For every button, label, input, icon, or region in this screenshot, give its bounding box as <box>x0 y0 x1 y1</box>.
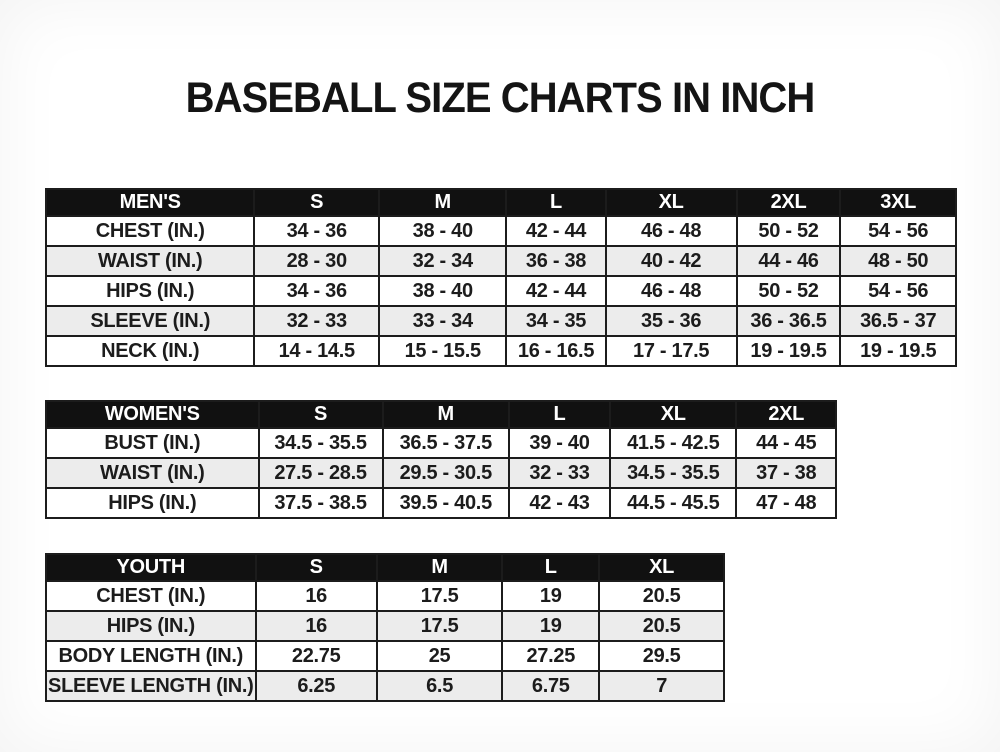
value-cell: 6.5 <box>377 671 502 701</box>
youth-size-header-cell: M <box>377 554 502 581</box>
value-cell: 38 - 40 <box>379 216 506 246</box>
value-cell: 50 - 52 <box>737 216 841 246</box>
row-label-cell: WAIST (IN.) <box>46 458 259 488</box>
value-cell: 34 - 36 <box>254 216 379 246</box>
value-cell: 46 - 48 <box>606 216 737 246</box>
value-cell: 16 <box>256 611 377 641</box>
mens-size-header-cell: 3XL <box>840 189 956 216</box>
womens-size-header-cell: M <box>383 401 509 428</box>
table-row <box>46 641 724 671</box>
womens-size-header-cell: XL <box>610 401 736 428</box>
row-label-cell: CHEST (IN.) <box>46 581 256 611</box>
row-label-cell: HIPS (IN.) <box>46 488 259 518</box>
value-cell: 20.5 <box>599 581 724 611</box>
womens-size-header-cell: L <box>509 401 610 428</box>
value-cell: 36 - 38 <box>506 246 605 276</box>
youth-size-header-cell: XL <box>599 554 724 581</box>
value-cell: 34 - 36 <box>254 276 379 306</box>
value-cell: 27.5 - 28.5 <box>259 458 383 488</box>
value-cell: 22.75 <box>256 641 377 671</box>
womens-header-row <box>46 401 836 428</box>
table-row <box>46 336 956 366</box>
value-cell: 47 - 48 <box>736 488 836 518</box>
page-title: BASEBALL SIZE CHARTS IN INCH <box>185 74 815 122</box>
value-cell: 17 - 17.5 <box>606 336 737 366</box>
value-cell: 27.25 <box>502 641 599 671</box>
value-cell: 50 - 52 <box>737 276 841 306</box>
value-cell: 19 - 19.5 <box>737 336 841 366</box>
value-cell: 16 - 16.5 <box>506 336 605 366</box>
mens-size-table <box>45 188 957 367</box>
value-cell: 20.5 <box>599 611 724 641</box>
youth-size-header-cell: L <box>502 554 599 581</box>
value-cell: 46 - 48 <box>606 276 737 306</box>
row-label-cell: SLEEVE (IN.) <box>46 306 254 336</box>
value-cell: 39.5 - 40.5 <box>383 488 509 518</box>
table-row <box>46 611 724 641</box>
row-label-cell: WAIST (IN.) <box>46 246 254 276</box>
row-label-cell: SLEEVE LENGTH (IN.) <box>46 671 256 701</box>
mens-header-row <box>46 189 956 216</box>
value-cell: 32 - 34 <box>379 246 506 276</box>
youth-size-table <box>45 553 725 702</box>
value-cell: 6.25 <box>256 671 377 701</box>
value-cell: 17.5 <box>377 611 502 641</box>
value-cell: 36.5 - 37.5 <box>383 428 509 458</box>
value-cell: 36 - 36.5 <box>737 306 841 336</box>
mens-size-header-cell: L <box>506 189 605 216</box>
womens-size-header-cell: S <box>259 401 383 428</box>
youth-table-title-cell: YOUTH <box>46 554 256 581</box>
value-cell: 15 - 15.5 <box>379 336 506 366</box>
value-cell: 39 - 40 <box>509 428 610 458</box>
value-cell: 37.5 - 38.5 <box>259 488 383 518</box>
table-row <box>46 246 956 276</box>
value-cell: 6.75 <box>502 671 599 701</box>
row-label-cell: BUST (IN.) <box>46 428 259 458</box>
table-row <box>46 428 836 458</box>
womens-size-table <box>45 400 837 519</box>
row-label-cell: BODY LENGTH (IN.) <box>46 641 256 671</box>
row-label-cell: CHEST (IN.) <box>46 216 254 246</box>
value-cell: 54 - 56 <box>840 216 956 246</box>
mens-size-header-cell: M <box>379 189 506 216</box>
value-cell: 34 - 35 <box>506 306 605 336</box>
womens-size-header-cell: 2XL <box>736 401 836 428</box>
value-cell: 42 - 44 <box>506 276 605 306</box>
value-cell: 19 <box>502 581 599 611</box>
value-cell: 34.5 - 35.5 <box>259 428 383 458</box>
value-cell: 37 - 38 <box>736 458 836 488</box>
value-cell: 54 - 56 <box>840 276 956 306</box>
value-cell: 32 - 33 <box>509 458 610 488</box>
value-cell: 42 - 44 <box>506 216 605 246</box>
womens-table-title-cell: WOMEN'S <box>46 401 259 428</box>
youth-size-header-cell: S <box>256 554 377 581</box>
value-cell: 19 - 19.5 <box>840 336 956 366</box>
value-cell: 28 - 30 <box>254 246 379 276</box>
value-cell: 16 <box>256 581 377 611</box>
value-cell: 29.5 - 30.5 <box>383 458 509 488</box>
value-cell: 41.5 - 42.5 <box>610 428 736 458</box>
youth-header-row <box>46 554 724 581</box>
value-cell: 44.5 - 45.5 <box>610 488 736 518</box>
mens-table-title-cell: MEN'S <box>46 189 254 216</box>
row-label-cell: NECK (IN.) <box>46 336 254 366</box>
value-cell: 17.5 <box>377 581 502 611</box>
value-cell: 44 - 45 <box>736 428 836 458</box>
table-row <box>46 488 836 518</box>
value-cell: 19 <box>502 611 599 641</box>
value-cell: 29.5 <box>599 641 724 671</box>
mens-size-header-cell: 2XL <box>737 189 841 216</box>
value-cell: 42 - 43 <box>509 488 610 518</box>
value-cell: 40 - 42 <box>606 246 737 276</box>
value-cell: 35 - 36 <box>606 306 737 336</box>
value-cell: 25 <box>377 641 502 671</box>
value-cell: 36.5 - 37 <box>840 306 956 336</box>
value-cell: 33 - 34 <box>379 306 506 336</box>
row-label-cell: HIPS (IN.) <box>46 611 256 641</box>
table-row <box>46 458 836 488</box>
table-row <box>46 216 956 246</box>
value-cell: 34.5 - 35.5 <box>610 458 736 488</box>
table-row <box>46 276 956 306</box>
table-row <box>46 671 724 701</box>
value-cell: 38 - 40 <box>379 276 506 306</box>
table-row <box>46 581 724 611</box>
value-cell: 7 <box>599 671 724 701</box>
mens-size-header-cell: XL <box>606 189 737 216</box>
value-cell: 48 - 50 <box>840 246 956 276</box>
mens-size-header-cell: S <box>254 189 379 216</box>
row-label-cell: HIPS (IN.) <box>46 276 254 306</box>
value-cell: 32 - 33 <box>254 306 379 336</box>
table-row <box>46 306 956 336</box>
value-cell: 44 - 46 <box>737 246 841 276</box>
value-cell: 14 - 14.5 <box>254 336 379 366</box>
